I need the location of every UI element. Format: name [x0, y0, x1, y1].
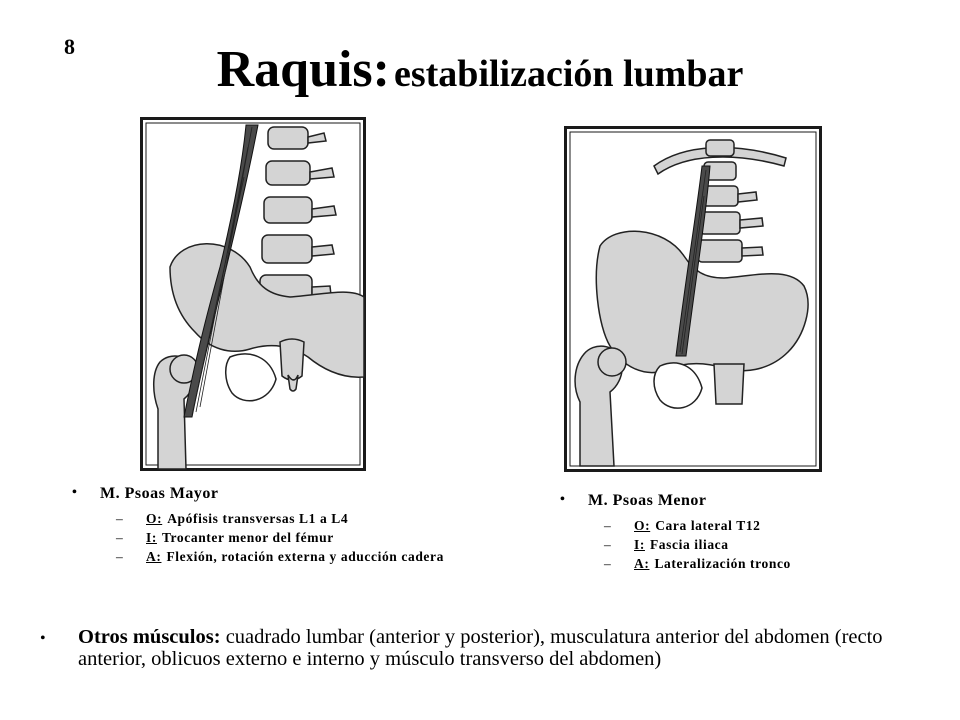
list-item: – A: Flexión, rotación externa y aducción cadera: [116, 549, 444, 564]
list-item: – O: Cara lateral T12: [604, 518, 761, 533]
action-text: Lateralización tronco: [654, 556, 791, 571]
psoas-major-details: [116, 511, 472, 564]
psoas-major-drawing: [140, 117, 366, 471]
bullet-icon: •: [72, 485, 78, 500]
psoas-minor-details: [604, 518, 860, 571]
psoas-minor-heading: [560, 492, 860, 510]
slide-number: 8: [64, 34, 75, 59]
title-subtitle: estabilización lumbar: [394, 53, 744, 95]
psoas-major-description: [72, 485, 472, 568]
psoas-minor-drawing: [564, 126, 822, 472]
psoas-major-name: M. Psoas Mayor: [100, 485, 219, 502]
list-item: – A: Lateralización tronco: [604, 556, 791, 571]
psoas-major-heading: [72, 485, 472, 503]
origin-code: O:: [146, 511, 163, 526]
title-main: Raquis:: [216, 41, 390, 98]
insertion-code: I:: [146, 530, 157, 545]
list-item: – I: Fascia iliaca: [604, 537, 729, 552]
action-code: A:: [634, 556, 650, 571]
other-muscles-text: cuadrado lumbar (anterior y posterior), musculatura anterior del abdomen (recto anterior, oblicuos externo e interno y músculo transverso del abdomen): [78, 626, 883, 670]
psoas-minor-illustration: [564, 126, 822, 472]
other-muscles-label: Otros músculos:: [78, 626, 221, 648]
insertion-text: Fascia iliaca: [649, 537, 729, 552]
psoas-minor-name: M. Psoas Menor: [588, 492, 707, 509]
slide-title: [0, 40, 960, 99]
origin-text: Cara lateral T12: [655, 518, 761, 533]
bullet-icon: •: [560, 492, 566, 507]
list-item: – I: Trocanter menor del fémur: [116, 530, 334, 545]
origin-code: O:: [634, 518, 651, 533]
list-item: – O: Apófisis transversas L1 a L4: [116, 511, 349, 526]
action-text: Flexión, rotación externa y aducción cadera: [166, 549, 444, 564]
psoas-minor-description: [560, 492, 860, 575]
insertion-code: I:: [634, 537, 645, 552]
bullet-icon: •: [40, 630, 46, 647]
insertion-text: Trocanter menor del fémur: [161, 530, 334, 545]
psoas-major-illustration: [140, 117, 366, 471]
origin-text: Apófisis transversas L1 a L4: [167, 511, 349, 526]
action-code: A:: [146, 549, 162, 564]
other-muscles: [40, 626, 920, 670]
